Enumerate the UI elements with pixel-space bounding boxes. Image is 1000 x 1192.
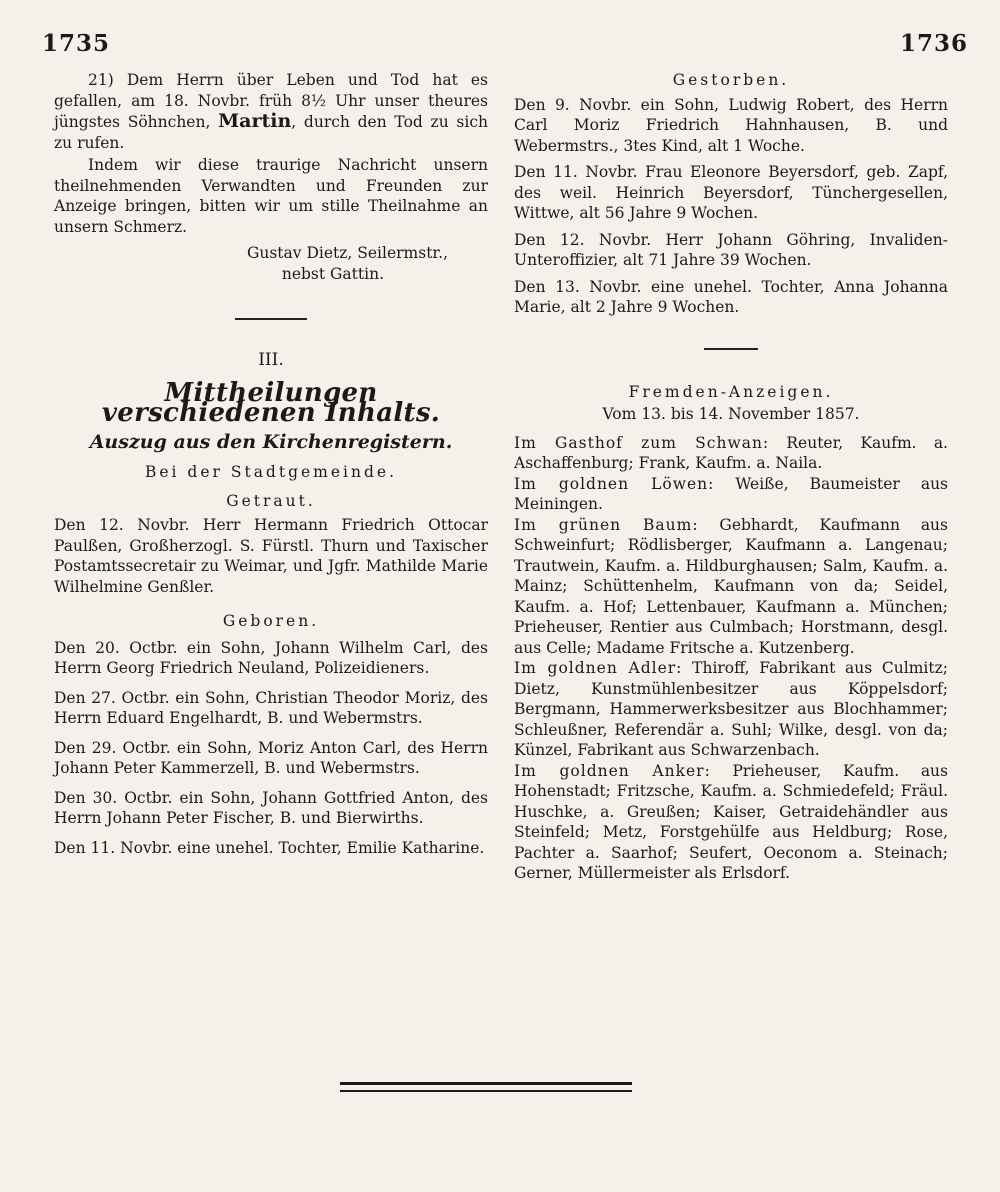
geboren-entry: Den 20. Octbr. ein Sohn, Johann Wilhelm Carl, des Herrn Georg Friedrich Neuland, Polizeidieners. bbox=[54, 638, 488, 677]
fremden-date: Vom 13. bis 14. November 1857. bbox=[602, 405, 860, 423]
page-number-left: 1735 bbox=[42, 30, 111, 57]
hotel-name: Im goldnen Adler: bbox=[514, 659, 683, 677]
hotel-guests: Reuter, Kaufm. a. Aschaffenburg; Frank, Kaufm. a. Naila. bbox=[514, 433, 948, 472]
notice-name: Martin bbox=[218, 110, 292, 132]
section-number: III. bbox=[258, 350, 284, 370]
hotel-guests: Prieheuser, Kaufm. aus Hohenstadt; Fritzsche, Kaufm. a. Schmiedefeld; Fräul. Huschke, a. Greußen; Kaiser, Getraidehändler aus Steinfeld; Metz, Forstgehülfe aus Heldburg; Rose, Pachter a. Saarhof; Seufert, Oeconom a. Steinach; Gerner, Müllermeister als Erlsdorf. bbox=[514, 761, 948, 882]
bottom-double-rule bbox=[340, 1082, 632, 1092]
gestorben-entry: Den 13. Novbr. eine unehel. Tochter, Anna Johanna Marie, alt 2 Jahre 9 Wochen. bbox=[514, 277, 948, 316]
fremden-entry bbox=[514, 515, 948, 659]
notice-paragraph-1 bbox=[54, 70, 488, 153]
notice-signature-2: nebst Gattin. bbox=[281, 264, 384, 283]
getraut-heading: Getraut. bbox=[226, 491, 316, 510]
death-notice bbox=[54, 70, 488, 284]
hotel-name: Im grünen Baum: bbox=[514, 515, 699, 534]
hotel-name: Im goldnen Löwen: bbox=[514, 474, 715, 493]
geboren-entry: Den 27. Octbr. ein Sohn, Christian Theodor Moriz, des Herrn Eduard Engelhardt, B. und Webermstrs. bbox=[54, 688, 488, 727]
geboren-entry: Den 11. Novbr. eine unehel. Tochter, Emilie Katharine. bbox=[54, 838, 485, 857]
gestorben-entry: Den 9. Novbr. ein Sohn, Ludwig Robert, des Herrn Carl Moriz Friedrich Hahnhausen, B. und Webermstrs., 3tes Kind, alt 1 Woche. bbox=[514, 95, 948, 155]
fremden-list bbox=[514, 433, 948, 884]
hotel-guests: Weiße, Baumeister aus Meiningen. bbox=[514, 474, 949, 513]
fremden-heading: Fremden-Anzeigen. bbox=[628, 382, 834, 401]
fremden-entry bbox=[514, 474, 948, 515]
fremden-entry bbox=[514, 658, 948, 761]
fremden-entry bbox=[514, 761, 948, 884]
gestorben-heading: Gestorben. bbox=[672, 71, 790, 89]
page-number-right: 1736 bbox=[900, 30, 969, 57]
right-column bbox=[514, 70, 948, 884]
notice-paragraph-2: Indem wir diese traurige Nachricht unsern theilnehmenden Verwandten und Freunden zur Anzeige bringen, bitten wir um stille Theilnahme an unsern Schmerz. bbox=[54, 156, 488, 236]
geboren-heading: Geboren. bbox=[222, 612, 320, 630]
section-title: Mittheilungen verschiedenen Inhalts. bbox=[101, 377, 441, 428]
geboren-entry: Den 30. Octbr. ein Sohn, Johann Gottfried Anton, des Herrn Johann Peter Fischer, B. und Bierwirths. bbox=[54, 788, 488, 827]
notice-text-post: , durch den Tod zu sich zu rufen. bbox=[54, 113, 488, 152]
left-column bbox=[54, 70, 488, 867]
hotel-name: Im Gasthof zum Schwan: bbox=[514, 433, 770, 452]
hotel-name: Im goldnen Anker: bbox=[514, 761, 711, 780]
hotel-guests: Gebhardt, Kaufmann aus Schweinfurt; Rödlisberger, Kaufmann a. Langenau; Trautwein, Kaufm. a. Hildburghausen; Salm, Kaufm. a. Mainz; Schüttenhelm, Kaufmann von da; Seidel, Kaufm. a. Hof; Lettenbauer, Kaufmann a. München; Prieheuser, Rentier aus Culmbach; Horstmann, desgl. aus Celle; Madame Fritsche a. Kutzenberg. bbox=[514, 515, 948, 657]
notice-text-pre: 21) Dem Herrn über Leben und Tod hat es gefallen, am 18. Novbr. früh 8½ Uhr unser theures jüngstes Söhnchen, bbox=[54, 71, 488, 131]
gestorben-entry: Den 12. Novbr. Herr Johann Göhring, Invaliden-Unteroffizier, alt 71 Jahre 39 Wochen. bbox=[514, 230, 948, 269]
section-divider bbox=[235, 318, 307, 320]
notice-signature-1: Gustav Dietz, Seilermstr., bbox=[246, 244, 448, 262]
geboren-entry: Den 29. Octbr. ein Sohn, Moriz Anton Carl, des Herrn Johann Peter Kammerzell, B. und Webermstrs. bbox=[54, 738, 488, 777]
getraut-entry: Den 12. Novbr. Herr Hermann Friedrich Ottocar Paulßen, Großherzogl. S. Fürstl. Thurn und Taxischer Postamtssecretair zu Weimar, und Jgfr. Mathilde Marie Wilhelmine Genßler. bbox=[54, 516, 488, 596]
fremden-entry bbox=[514, 433, 948, 474]
section-divider bbox=[704, 348, 758, 350]
section-subtitle: Auszug aus den Kirchenregistern. bbox=[89, 430, 453, 453]
parish-heading: Bei der Stadtgemeinde. bbox=[144, 463, 398, 481]
gestorben-entry: Den 11. Novbr. Frau Eleonore Beyersdorf, geb. Zapf, des weil. Heinrich Beyersdorf, Tünchergesellen, Wittwe, alt 56 Jahre 9 Wochen. bbox=[514, 163, 948, 222]
hotel-guests: Thiroff, Fabrikant aus Culmitz; Dietz, Kunstmühlenbesitzer aus Köppelsdorf; Bergmann, Hammerwerksbesitzer aus Blochhammer; Schleußner, Referendär a. Suhl; Wilke, desgl. von da; Künzel, Fabrikant aus Schwarzenbach. bbox=[514, 659, 948, 759]
